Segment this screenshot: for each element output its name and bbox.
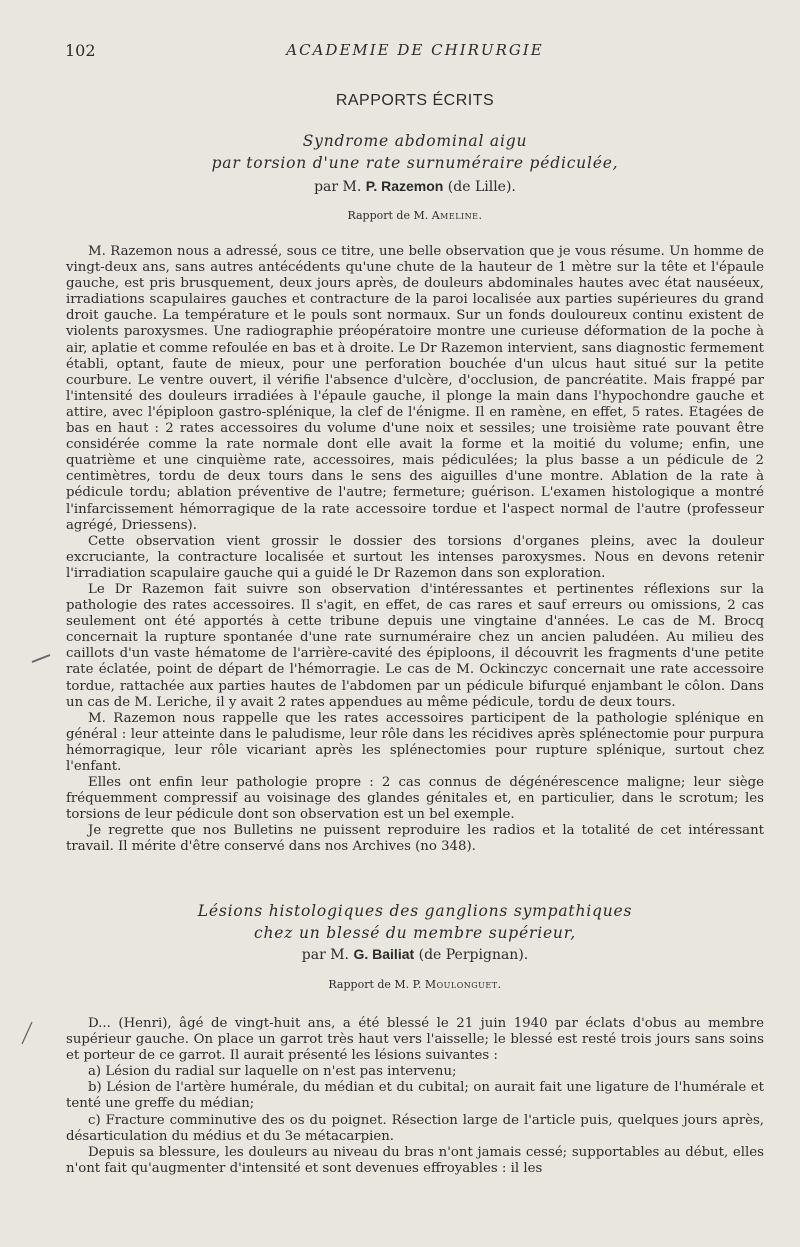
article1-rapport-prefix: Rapport de M. [347, 209, 429, 222]
article2-body [66, 1016, 764, 1177]
article2-list-item-b: b) Lésion de l'artère humérale, du médian et du cubital; on aurait fait une ligature de l'humérale et tenté une greffe du médian; [66, 1080, 764, 1112]
article1-title-line1: Syndrome abdominal aigu [302, 132, 528, 150]
article1-rapporteur: Ameline. [431, 209, 483, 222]
article2-rapport-prefix: Rapport de M. P. [328, 978, 422, 991]
margin-pencil-mark [18, 1020, 38, 1046]
article1-paragraph: M. Razemon nous a adressé, sous ce titre, une belle observation que je vous résume. Un homme de vingt-deux ans, sans autres antécédents qu'une chute de la hauteur de 1 mètre sur la tête et l'épaule gauche, est pris brusquement, deux jours après, de douleurs abdominales hautes avec état nauséeux, irradiations scapulaires gauches et contracture de la paroi localisée aux parties supérieures du grand droit gauche. La température et le pouls sont normaux. Sur un fonds douloureux continu existent de violents paroxysmes. Une radiographie préopératoire montre une curieuse déformation de la poche à air, aplatie et comme refoulée en bas et à droite. Le Dr Razemon intervient, sans diagnostic fermement établi, optant, faute de mieux, pour une perforation bouchée d'un ulcus haut situé sur la petite courbure. Le ventre ouvert, il vérifie l'absence d'ulcère, d'occlusion, de pancréatite. Mais frappé par l'intensité des douleurs irradiées à l'épaule gauche, il plonge la main dans l'hypochondre gauche et attire, avec l'épiploon gastro-splénique, la clef de l'énigme. Il en ramène, en effet, 5 rates. Etagées de bas en haut : 2 rates accessoires du volume d'une noix et sessiles; une troisième rate pouvant être considérée comme la rate normale dont elle avait la forme et la moitié du volume; enfin, une quatrième et une cinquième rate, accessoires, mais pédiculées; la plus basse a un pédicule de 2 centimètres, tordu de deux tours dans le sens des aiguilles d'une montre. Ablation de la rate à pédicule tordu; ablation préventive de l'autre; fermeture; guérison. L'examen histologique a montré l'infarcissement hémorragique de la rate accessoire tordue et l'aspect normal de l'autre (professeur agrégé, Driessens). [66, 244, 764, 533]
article1-paragraph: Le Dr Razemon fait suivre son observation d'intéressantes et pertinentes réflexions sur la pathologie des rates accessoires. Il s'agit, en effet, de cas rares et sauf erreurs ou omissions, 2 cas seulement ont été apportés à cette tribune depuis une vingtaine d'années. Le cas de M. Brocq concernait la rupture spontanée d'une rate surnuméraire chez un ancien paludéen. Au milieu des caillots d'un vaste hématome de l'arrière-cavité des épiploons, il découvrit les fragments d'une petite rate éclatée, point de départ de l'hémorragie. Le cas de M. Ockinczyc concernait une rate accessoire tordue, rattachée aux parties hautes de l'abdomen par un pédicule bifurqué enjambant le côlon. Dans un cas de M. Leriche, il y avait 2 rates appendues au même pédicule, tordu de deux tours. [66, 581, 764, 710]
article1-paragraph: M. Razemon nous rappelle que les rates accessoires participent de la pathologie splénique en général : leur atteinte dans le paludisme, leur rôle dans les récidives après splénectomie pour purpura hémorragique, leur rôle vicariant après les splénectomies pour rupture splénique, surtout chez l'enfant. [66, 710, 764, 774]
article2-list-item-a: a) Lésion du radial sur laquelle on n'est pas intervenu; [88, 1064, 457, 1080]
section-title: RAPPORTS ÉCRITS [335, 92, 495, 109]
article1-affiliation: (de Lille). [447, 179, 516, 195]
article2-rapport [65, 978, 765, 991]
article2-paragraph: Depuis sa blessure, les douleurs au niveau du bras n'ont jamais cessé; supportables au début, elles n'ont fait qu'augmenter d'intensité et sont devenues effroyables : il les [66, 1144, 764, 1176]
page-number: 102 [65, 41, 96, 60]
article2-list-item-c: c) Fracture comminutive des os du poignet. Résection large de l'article puis, quelques jours après, désarticulation du médius et du 3e métacarpien. [66, 1112, 764, 1144]
article1-byline [65, 178, 765, 195]
article2-byline [65, 946, 765, 963]
article1-by-prefix: par M. [314, 179, 362, 195]
article2-paragraph: D... (Henri), âgé de vingt-huit ans, a été blessé le 21 juin 1940 par éclats d'obus au membre supérieur gauche. On place un garrot très haut vers l'aisselle; le blessé est resté trois jours sans soins et porteur de ce garrot. Il aurait présenté les lésions suivantes : [66, 1016, 764, 1064]
article2-affiliation: (de Perpignan). [418, 947, 529, 963]
article1-rapport [65, 209, 765, 222]
article1-author: P. Razemon [365, 178, 444, 194]
article1-title-line2: par torsion d'une rate surnuméraire pédiculée, [211, 154, 619, 172]
article1-body [66, 244, 764, 856]
article2-title-line1: Lésions histologiques des ganglions sympathiques [197, 902, 633, 920]
article2-author: G. Bailiat [353, 946, 415, 962]
article1-paragraph: Je regrette que nos Bulletins ne puissent reproduire les radios et la totalité de cet intéressant travail. Il mérite d'être conservé dans nos Archives (no 348). [66, 823, 764, 855]
running-title: ACADEMIE DE CHIRURGIE [286, 41, 544, 59]
page-header [65, 41, 765, 63]
article2-rapporteur: Moulonguet. [424, 978, 502, 991]
margin-pencil-mark [30, 652, 52, 666]
article1-paragraph: Cette observation vient grossir le dossier des torsions d'organes pleins, avec la douleur excruciante, la contracture localisée et surtout les intenses paroxysmes. Nous en devons retenir l'irradiation scapulaire gauche qui a guidé le Dr Razemon dans son exploration. [66, 533, 764, 581]
article2-by-prefix: par M. [301, 947, 350, 963]
article2-title-line2: chez un blessé du membre supérieur, [254, 924, 576, 942]
article1-paragraph: Elles ont enfin leur pathologie propre : 2 cas connus de dégénérescence maligne; leur siège fréquemment compressif au voisinage des glandes génitales et, en particulier, dans le scrotum; les torsions de leur pédicule dont son observation est un bel exemple. [66, 775, 764, 823]
